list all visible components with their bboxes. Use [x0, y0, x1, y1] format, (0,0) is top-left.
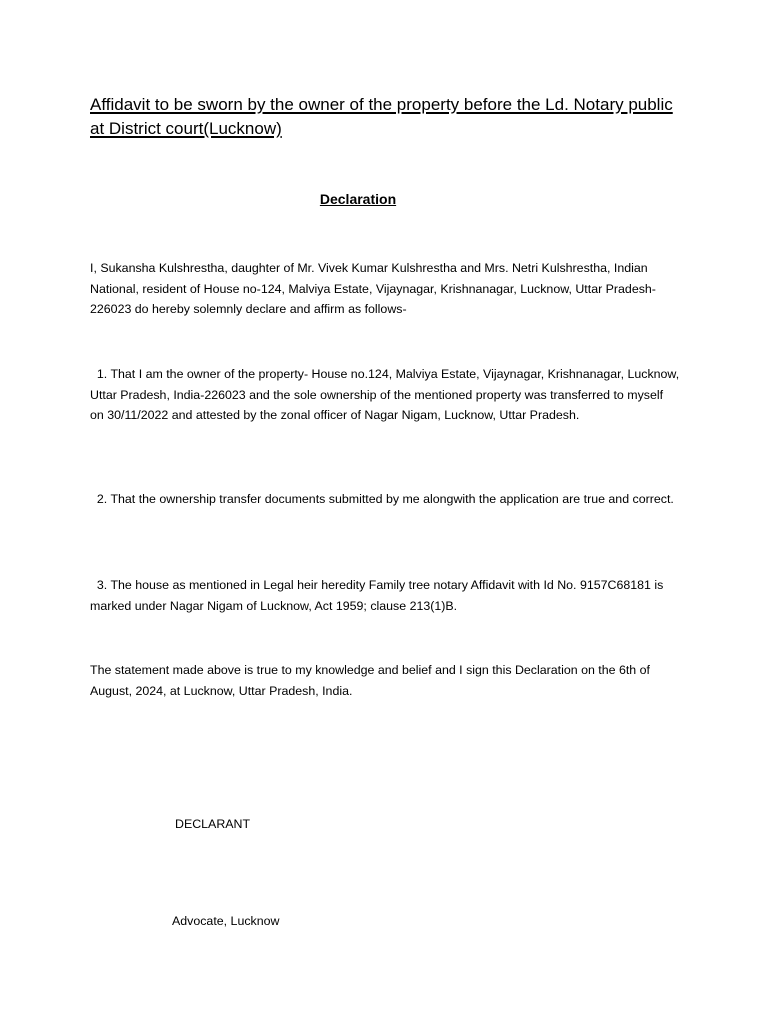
declaration-intro-paragraph: I, Sukansha Kulshrestha, daughter of Mr. Vivek Kumar Kulshrestha and Mrs. Netri Kulshrestha, Indian National, resident of House no-124, Malviya Estate, Vijaynagar, Krishnanagar, Lucknow, Uttar Pradesh-226023 do hereby solemnly declare and affirm as follows-: [90, 261, 656, 316]
declaration-point-1: [90, 364, 680, 426]
declaration-point-2: [90, 489, 680, 510]
declaration-point-3: [90, 575, 680, 616]
affidavit-title: Affidavit to be sworn by the owner of the property before the Ld. Notary public at District court(Lucknow): [90, 95, 673, 138]
point-2-number: 2.: [96, 492, 108, 506]
declaration-heading: Declaration: [319, 191, 397, 207]
point-1-text: That I am the owner of the property- House no.124, Malviya Estate, Vijaynagar, Krishnanagar, Lucknow, Uttar Pradesh, India-226023 and the sole ownership of the mentioned property was transferred to myself on 30/11/2022 and attested by the zonal officer of Nagar Nigam, Lucknow, Uttar Pradesh.: [90, 367, 680, 422]
point-1-number: 1.: [96, 367, 108, 381]
declaration-closing-paragraph: The statement made above is true to my knowledge and belief and I sign this Declaration on the 6th of August, 2024, at Lucknow, Uttar Pradesh, India.: [90, 663, 650, 698]
point-3-number: 3.: [96, 578, 108, 592]
advocate-label: Advocate, Lucknow: [172, 914, 280, 928]
point-2-text: That the ownership transfer documents submitted by me alongwith the application are true and correct.: [110, 492, 674, 506]
declarant-label: DECLARANT: [175, 817, 251, 831]
point-3-text: The house as mentioned in Legal heir heredity Family tree notary Affidavit with Id No. 9157C68181 is marked under Nagar Nigam of Lucknow, Act 1959; clause 213(1)B.: [90, 578, 664, 613]
